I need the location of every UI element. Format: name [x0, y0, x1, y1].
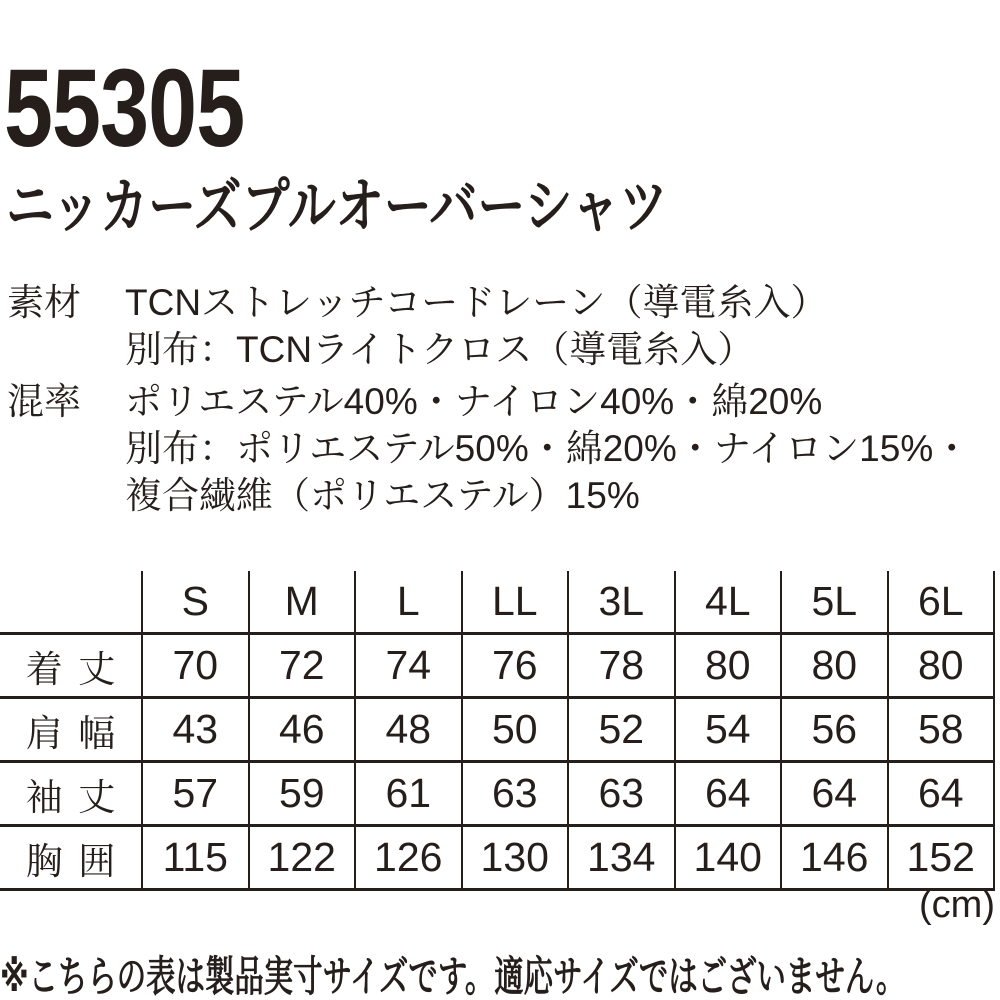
size-cell: 48	[355, 698, 462, 762]
size-row-label: 袖丈	[0, 762, 142, 826]
size-cell: 63	[462, 762, 569, 826]
size-cell: 64	[888, 762, 995, 826]
size-col-header-S: S	[142, 571, 249, 634]
size-cell: 59	[249, 762, 356, 826]
product-name: ニッカーズプルオーバーシャツ	[6, 173, 668, 240]
size-cell: 64	[675, 762, 782, 826]
size-cell: 80	[781, 634, 888, 698]
size-cell: 80	[675, 634, 782, 698]
size-table	[0, 571, 995, 891]
size-cell: 80	[888, 634, 995, 698]
unit-note: (cm)	[919, 884, 995, 926]
size-col-header-L: L	[355, 571, 462, 634]
size-row-label: 着丈	[0, 634, 142, 698]
size-cell: 50	[462, 698, 569, 762]
size-table-body	[0, 634, 994, 890]
spec-row-blend	[7, 378, 970, 519]
size-cell: 64	[781, 762, 888, 826]
size-cell: 56	[781, 698, 888, 762]
spec-blend-line-2: 別布：ポリエステル50%・綿20%・ナイロン15%・	[125, 428, 971, 469]
size-cell: 126	[355, 826, 462, 890]
size-table-row	[0, 826, 994, 890]
spec-blend-line-1: ポリエステル40%・ナイロン40%・綿20%	[125, 381, 823, 422]
size-row-label: 肩幅	[0, 698, 142, 762]
size-col-header-M: M	[249, 571, 356, 634]
spec-list	[7, 279, 970, 519]
size-table-row	[0, 762, 994, 826]
size-cell: 152	[888, 826, 995, 890]
size-cell: 78	[568, 634, 675, 698]
size-cell: 63	[568, 762, 675, 826]
size-col-header-4L: 4L	[675, 571, 782, 634]
size-cell: 146	[781, 826, 888, 890]
spec-label-material: 素材	[7, 282, 81, 323]
size-cell: 70	[142, 634, 249, 698]
size-cell: 140	[675, 826, 782, 890]
size-cell: 57	[142, 762, 249, 826]
size-cell: 61	[355, 762, 462, 826]
spec-material-line-2: 別布：TCNライトクロス（導電糸入）	[125, 329, 755, 370]
size-cell: 46	[249, 698, 356, 762]
size-row-label: 胸囲	[0, 826, 142, 890]
size-col-header-3L: 3L	[568, 571, 675, 634]
product-number: 55305	[4, 47, 245, 170]
footer-note: ※こちらの表は製品実寸サイズです。適応サイズではございません。	[0, 953, 906, 1000]
size-col-header-LL: LL	[462, 571, 569, 634]
size-table-corner	[0, 571, 142, 634]
spec-label-blend: 混率	[7, 381, 81, 422]
spec-material-line-1: TCNストレッチコードレーン（導電糸入）	[125, 282, 828, 323]
size-cell: 54	[675, 698, 782, 762]
size-cell: 58	[888, 698, 995, 762]
size-cell: 115	[142, 826, 249, 890]
size-cell: 52	[568, 698, 675, 762]
size-cell: 122	[249, 826, 356, 890]
spec-blend-line-3: 複合繊維（ポリエステル）15%	[125, 475, 640, 516]
size-cell: 134	[568, 826, 675, 890]
size-col-header-5L: 5L	[781, 571, 888, 634]
size-cell: 72	[249, 634, 356, 698]
spec-content-blend	[125, 378, 970, 519]
size-table-row	[0, 634, 994, 698]
size-cell: 76	[462, 634, 569, 698]
size-col-header-6L: 6L	[888, 571, 995, 634]
size-table-row	[0, 698, 994, 762]
size-cell: 43	[142, 698, 249, 762]
size-cell: 74	[355, 634, 462, 698]
spec-content-material	[125, 279, 827, 373]
size-table-header-row	[0, 571, 994, 634]
spec-row-material	[7, 279, 970, 373]
size-cell: 130	[462, 826, 569, 890]
